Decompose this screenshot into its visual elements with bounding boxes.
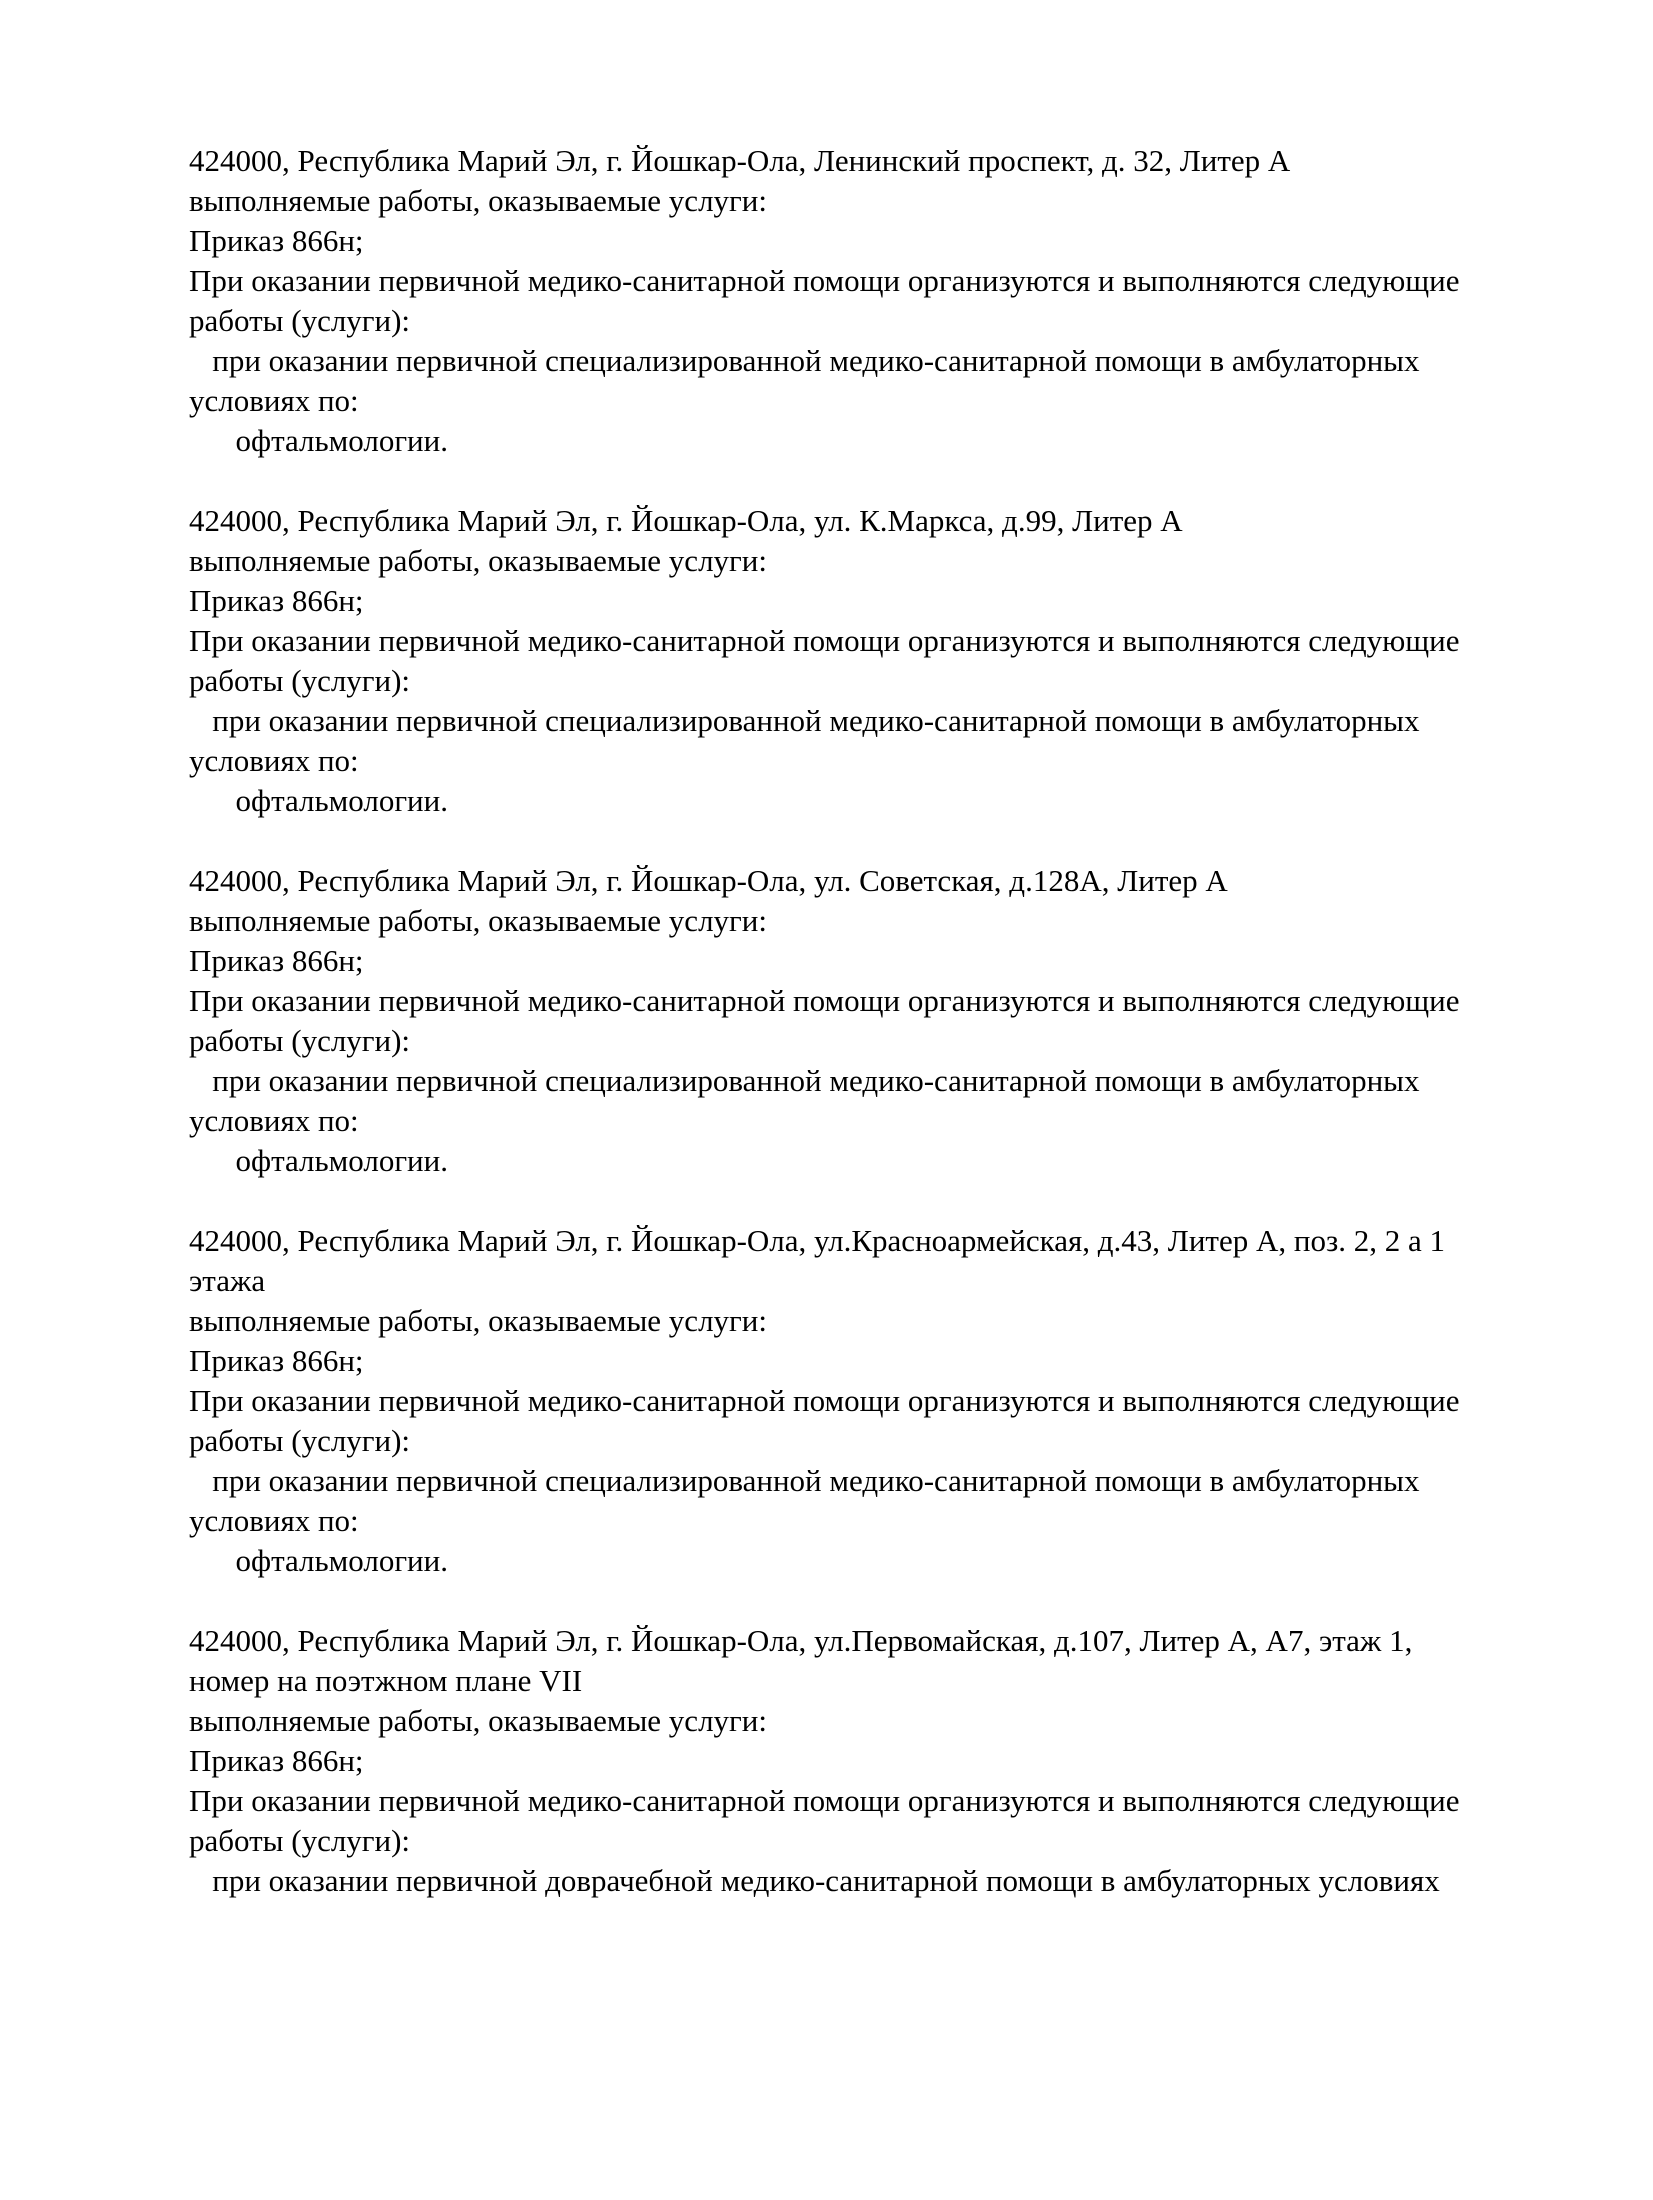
text-line: Приказ 866н; bbox=[189, 1743, 364, 1778]
text-line: выполняемые работы, оказываемые услуги: bbox=[189, 903, 767, 938]
text-line: 424000, Республика Марий Эл, г. Йошкар-Ола, ул.Первомайская, д.107, Литер А, А7, этаж 1, bbox=[189, 1623, 1413, 1658]
text-line: Приказ 866н; bbox=[189, 223, 364, 258]
text-line: 424000, Республика Марий Эл, г. Йошкар-Ола, ул.Красноармейская, д.43, Литер А, поз. 2, 2 а 1 bbox=[189, 1223, 1445, 1258]
text-line: офтальмологии. bbox=[189, 1143, 448, 1178]
text-line: При оказании первичной медико-санитарной помощи организуются и выполняются следующие bbox=[189, 1783, 1460, 1818]
text-line: работы (услуги): bbox=[189, 1423, 411, 1458]
text-line: Приказ 866н; bbox=[189, 1343, 364, 1378]
text-line: при оказании первичной специализированной медико-санитарной помощи в амбулаторных bbox=[189, 1063, 1420, 1098]
license-address-block bbox=[189, 1221, 1553, 1581]
text-line: офтальмологии. bbox=[189, 423, 448, 458]
text-line: работы (услуги): bbox=[189, 1823, 411, 1858]
text-line: 424000, Республика Марий Эл, г. Йошкар-Ола, ул. К.Маркса, д.99, Литер А bbox=[189, 503, 1183, 538]
text-line: номер на поэтжном плане VII bbox=[189, 1663, 583, 1698]
document-body bbox=[189, 141, 1553, 1901]
license-address-block bbox=[189, 1621, 1553, 1901]
text-line: работы (услуги): bbox=[189, 303, 411, 338]
text-line: работы (услуги): bbox=[189, 1023, 411, 1058]
license-address-block bbox=[189, 501, 1553, 821]
text-line: при оказании первичной специализированной медико-санитарной помощи в амбулаторных bbox=[189, 703, 1420, 738]
text-line: При оказании первичной медико-санитарной помощи организуются и выполняются следующие bbox=[189, 1383, 1460, 1418]
text-line: условиях по: bbox=[189, 1103, 359, 1138]
text-line: выполняемые работы, оказываемые услуги: bbox=[189, 183, 767, 218]
license-address-block bbox=[189, 861, 1553, 1181]
text-line: работы (услуги): bbox=[189, 663, 411, 698]
text-line: при оказании первичной специализированной медико-санитарной помощи в амбулаторных bbox=[189, 343, 1420, 378]
text-line: 424000, Республика Марий Эл, г. Йошкар-Ола, ул. Советская, д.128А, Литер А bbox=[189, 863, 1228, 898]
license-address-block bbox=[189, 141, 1553, 461]
text-line: при оказании первичной доврачебной медико-санитарной помощи в амбулаторных условиях bbox=[189, 1863, 1440, 1898]
text-line: выполняемые работы, оказываемые услуги: bbox=[189, 1703, 767, 1738]
text-line: Приказ 866н; bbox=[189, 943, 364, 978]
text-line: Приказ 866н; bbox=[189, 583, 364, 618]
text-line: При оказании первичной медико-санитарной помощи организуются и выполняются следующие bbox=[189, 623, 1460, 658]
text-line: условиях по: bbox=[189, 1503, 359, 1538]
text-line: условиях по: bbox=[189, 743, 359, 778]
text-line: офтальмологии. bbox=[189, 1543, 448, 1578]
text-line: выполняемые работы, оказываемые услуги: bbox=[189, 543, 767, 578]
text-line: При оказании первичной медико-санитарной помощи организуются и выполняются следующие bbox=[189, 263, 1460, 298]
text-line: при оказании первичной специализированной медико-санитарной помощи в амбулаторных bbox=[189, 1463, 1420, 1498]
text-line: При оказании первичной медико-санитарной помощи организуются и выполняются следующие bbox=[189, 983, 1460, 1018]
text-line: офтальмологии. bbox=[189, 783, 448, 818]
text-line: 424000, Республика Марий Эл, г. Йошкар-Ола, Ленинский проспект, д. 32, Литер А bbox=[189, 143, 1291, 178]
text-line: выполняемые работы, оказываемые услуги: bbox=[189, 1303, 767, 1338]
text-line: этажа bbox=[189, 1263, 266, 1298]
text-line: условиях по: bbox=[189, 383, 359, 418]
